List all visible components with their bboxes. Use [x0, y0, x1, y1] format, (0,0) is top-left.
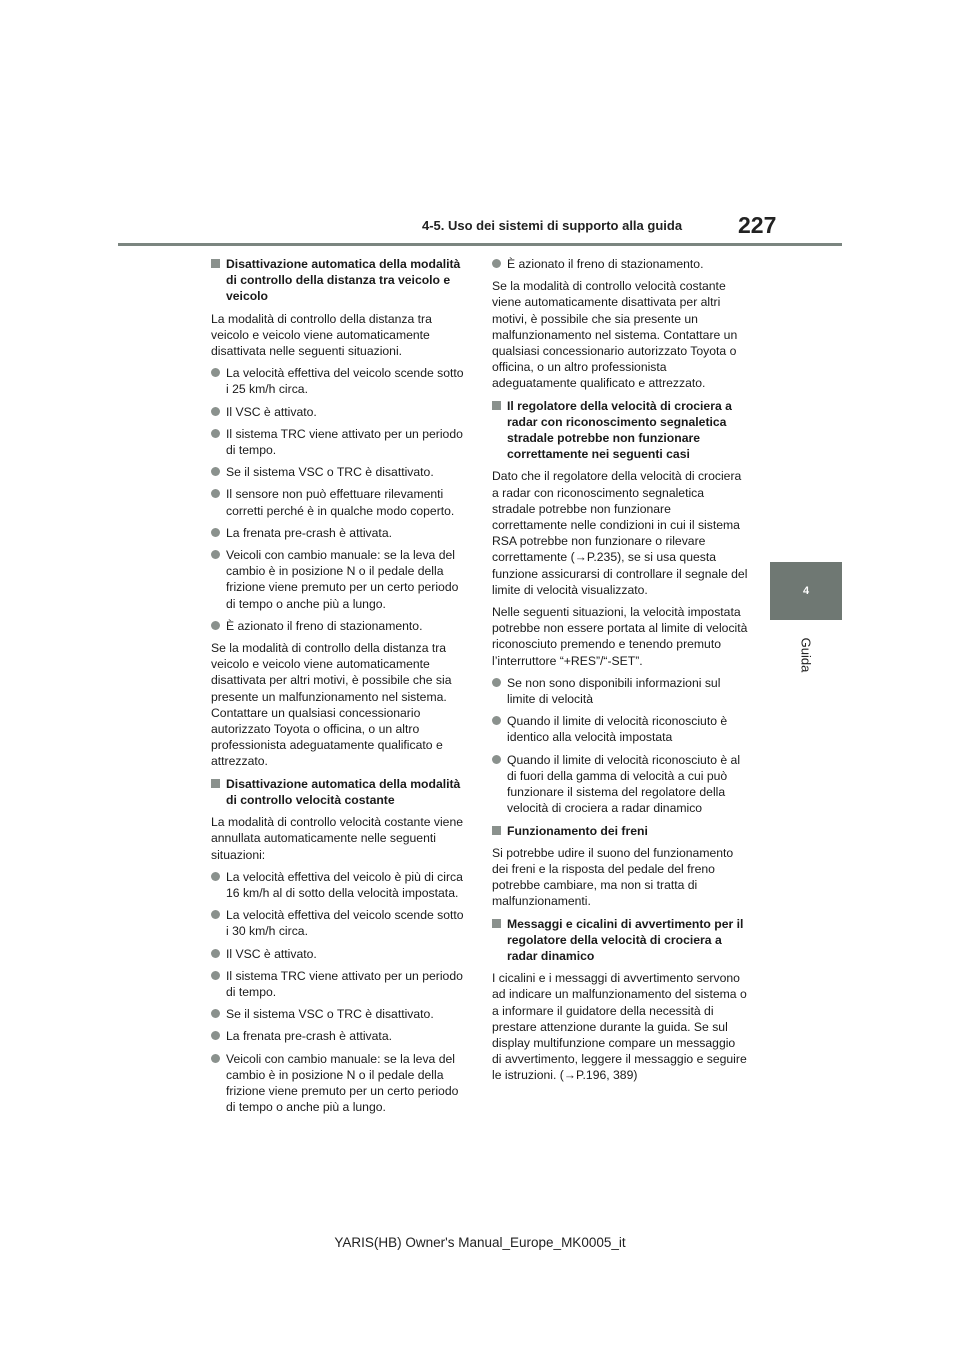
- circle-bullet-icon: [211, 872, 220, 881]
- chapter-tab-label: Guida: [798, 637, 814, 673]
- circle-bullet-icon: [492, 755, 501, 764]
- circle-bullet-icon: [211, 528, 220, 537]
- list-item-text: La frenata pre-crash è attivata.: [226, 525, 392, 540]
- footer-manual-id: YARIS(HB) Owner's Manual_Europe_MK0005_it: [334, 1235, 626, 1250]
- list-item: [211, 869, 467, 901]
- circle-bullet-icon: [211, 489, 220, 498]
- list-item: [211, 525, 467, 541]
- square-bullet-icon: [211, 779, 220, 788]
- list-item-text: Il sistema TRC viene attivato per un periodo di tempo.: [226, 968, 463, 999]
- list-item-text: Quando il limite di velocità riconosciuto è identico alla velocità impostata: [507, 714, 728, 745]
- list-item: [492, 256, 748, 272]
- square-bullet-icon: [492, 826, 501, 835]
- circle-bullet-icon: [211, 368, 220, 377]
- list-item: [211, 1006, 467, 1022]
- paragraph: Nelle seguenti situazioni, la velocità impostata potrebbe non essere portata al limite di velocità riconosciuto premendo e tenendo premuto l’interruttore “+RES”/“-SET”.: [492, 605, 748, 668]
- list-item-text: Veicoli con cambio manuale: se la leva del cambio è in posizione N o il pedale della frizione viene premuto per un certo periodo di tempo o anche più a lungo.: [226, 1051, 459, 1115]
- list-item: [211, 547, 467, 612]
- list-item: [211, 464, 467, 480]
- chapter-tab[interactable]: [770, 562, 842, 620]
- paragraph: Se la modalità di controllo della distanza tra veicolo e veicolo viene automaticamente disattivata per altri motivi, è possibile che sia presente un malfunzionamento nel sistema. Contattare un qualsiasi concessionario autorizzato Toyota o officina, o un altro professionista adeguatamente qualificato e attrezzato.: [211, 641, 452, 769]
- list-item-text: La frenata pre-crash è attivata.: [226, 1029, 392, 1044]
- list-item: [492, 713, 748, 745]
- section-heading-text: Il regolatore della velocità di crociera a radar con riconoscimento segnaletica stradale potrebbe non funzionare correttamente nei seguenti casi: [507, 398, 732, 462]
- list-item-text: Quando il limite di velocità riconosciuto è al di fuori della gamma di velocità a cui può funzionare il sistema del regolatore della velocità di crociera a radar dinamico: [507, 752, 741, 816]
- list-item-text: La velocità effettiva del veicolo scende sotto i 25 km/h circa.: [226, 366, 464, 397]
- section-heading: [492, 398, 748, 463]
- list-item-text: Se il sistema VSC o TRC è disattivato.: [226, 465, 434, 480]
- section-heading: [492, 916, 748, 965]
- list-item: [211, 1051, 467, 1116]
- list-item: [211, 404, 467, 420]
- circle-bullet-icon: [211, 407, 220, 416]
- list-item-text: Se il sistema VSC o TRC è disattivato.: [226, 1007, 434, 1022]
- circle-bullet-icon: [211, 1031, 220, 1040]
- paragraph: Dato che il regolatore della velocità di crociera a radar con riconoscimento segnaletica stradale potrebbe non funzionare correttamente nelle condizioni in cui il sistema RSA potrebbe non funzionare o rilevare correttamente (→P.235), se si usa questa funzione assicurarsi di controllare il segnale del limite di velocità visualizzato.: [492, 469, 748, 597]
- list-item-text: La velocità effettiva del veicolo scende sotto i 30 km/h circa.: [226, 908, 464, 939]
- list-item: [211, 1028, 467, 1044]
- section-heading-text: Disattivazione automatica della modalità di controllo velocità costante: [226, 776, 461, 807]
- list-item-text: Il sistema TRC viene attivato per un periodo di tempo.: [226, 426, 463, 458]
- circle-bullet-icon: [211, 621, 220, 630]
- page-number: 227: [738, 212, 777, 238]
- list-item: [211, 968, 467, 1000]
- paragraph: La modalità di controllo della distanza tra veicolo e veicolo viene automaticamente disattivata nelle seguenti situazioni.: [211, 311, 432, 359]
- circle-bullet-icon: [211, 949, 220, 958]
- paragraph: La modalità di controllo velocità costante viene annullata automaticamente nelle seguenti situazioni:: [211, 815, 464, 862]
- list-item: [211, 486, 467, 518]
- list-item-text: È azionato il freno di stazionamento.: [226, 618, 423, 633]
- left-column: [211, 256, 467, 1121]
- section-title: 4-5. Uso dei sistemi di supporto alla guida: [422, 218, 683, 233]
- list-item: [492, 752, 748, 817]
- square-bullet-icon: [492, 401, 501, 410]
- circle-bullet-icon: [492, 678, 501, 687]
- circle-bullet-icon: [211, 910, 220, 919]
- header-divider: [118, 243, 842, 246]
- list-item: [211, 426, 467, 458]
- paragraph: Se la modalità di controllo velocità costante viene automaticamente disattivata per altri motivi, è possibile che sia presente un malfunzionamento nel sistema. Contattare un qualsiasi concessionario autorizzato Toyota o officina, o un altro professionista adeguatamente qualificato e attrezzato.: [492, 279, 738, 391]
- list-item-text: La velocità effettiva del veicolo è più di circa 16 km/h al di sotto della velocità impostata.: [226, 869, 463, 900]
- section-heading-text: Messaggi e cicalini di avvertimento per il regolatore della velocità di crociera a radar dinamico: [507, 916, 744, 963]
- section-heading-text: Disattivazione automatica della modalità di controllo della distanza tra veicolo e veicolo: [226, 257, 461, 304]
- circle-bullet-icon: [211, 467, 220, 476]
- list-item-text: Se non sono disponibili informazioni sul limite di velocità: [507, 675, 721, 707]
- circle-bullet-icon: [492, 259, 501, 268]
- circle-bullet-icon: [492, 716, 501, 725]
- list-item: [211, 365, 467, 397]
- section-heading: [492, 823, 748, 839]
- list-item-text: Veicoli con cambio manuale: se la leva del cambio è in posizione N o il pedale della frizione viene premuto per un certo periodo di tempo o anche più a lungo.: [226, 548, 459, 611]
- circle-bullet-icon: [211, 1009, 220, 1018]
- list-item-text: Il VSC è attivato.: [226, 404, 317, 419]
- circle-bullet-icon: [211, 1054, 220, 1063]
- paragraph: I cicalini e i messaggi di avvertimento servono ad indicare un malfunzionamento del sistema o a informare il guidatore della necessità di prestare attenzione durante la guida. Se sul display multifunzione compare un messaggio di avvertimento, leggere il messaggio e seguire le istruzioni. (→P.196, 389): [492, 971, 747, 1083]
- list-item-text: Il VSC è attivato.: [226, 946, 317, 961]
- section-heading: [211, 256, 467, 305]
- list-item: [211, 618, 467, 634]
- circle-bullet-icon: [211, 971, 220, 980]
- list-item: [492, 675, 748, 707]
- square-bullet-icon: [492, 919, 501, 928]
- list-item-text: È azionato il freno di stazionamento.: [507, 257, 704, 271]
- section-heading-text: Funzionamento dei freni: [507, 823, 648, 838]
- section-heading: [211, 776, 467, 808]
- square-bullet-icon: [211, 259, 220, 268]
- list-item-text: Il sensore non può effettuare rilevamenti corretti perché è in qualche modo coperto.: [226, 487, 455, 518]
- circle-bullet-icon: [211, 429, 220, 438]
- list-item: [211, 907, 467, 939]
- chapter-tab-number: 4: [802, 585, 810, 597]
- circle-bullet-icon: [211, 550, 220, 559]
- right-column: [492, 256, 748, 1090]
- list-item: [211, 946, 467, 962]
- paragraph: Si potrebbe udire il suono del funzionamento dei freni e la risposta del pedale del freno potrebbe cambiare, ma non si tratta di malfunzionamenti.: [492, 845, 734, 909]
